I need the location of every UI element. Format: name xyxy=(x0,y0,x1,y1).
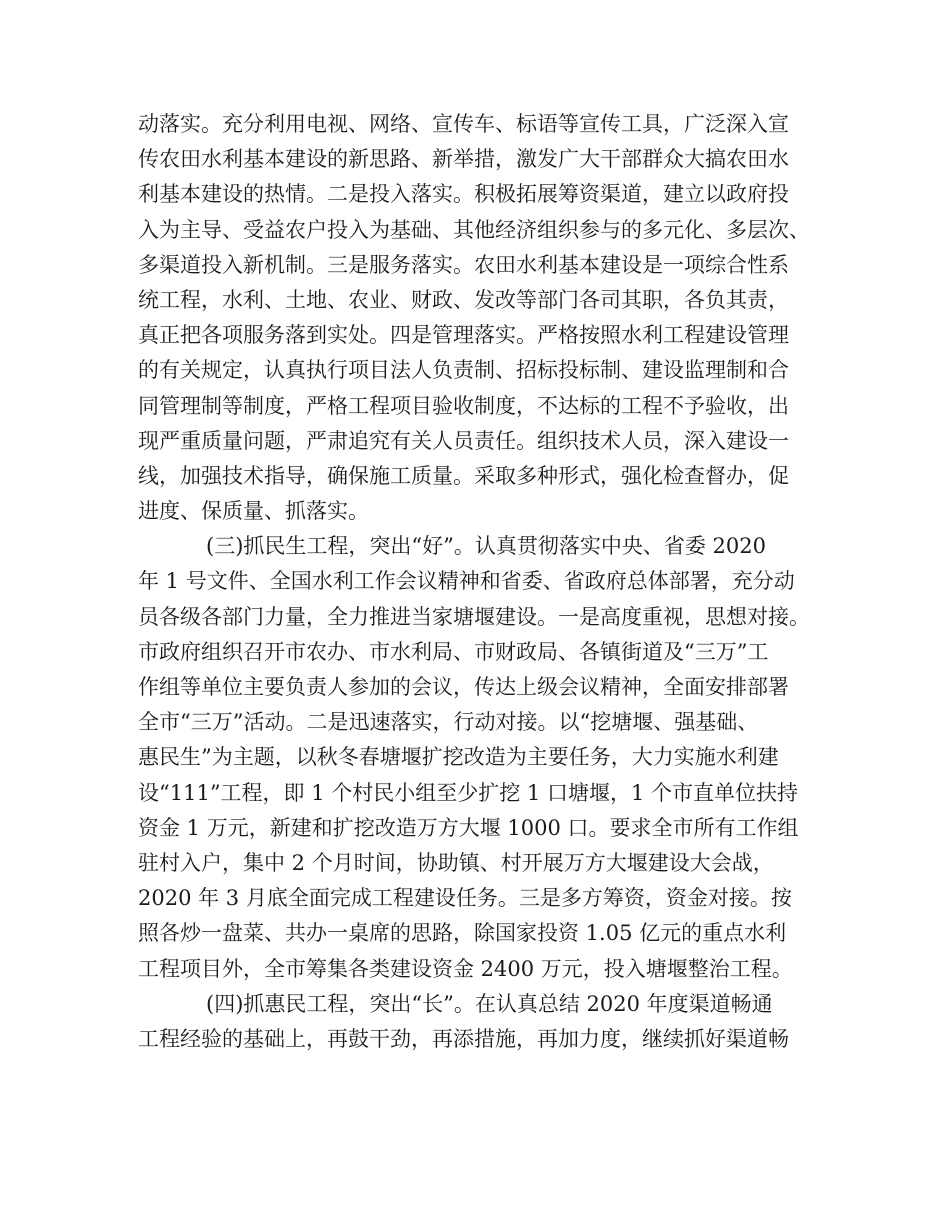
text-line: 利基本建设的热情。二是投入落实。积极拓展筹资渠道，建立以政府投 xyxy=(138,182,789,207)
text-line: 年 1 号文件、全国水利工作会议精神和省委、省政府总体部署，充分动 xyxy=(138,569,795,594)
text-line: 多渠道投入新机制。三是服务落实。农田水利基本建设是一项综合性系 xyxy=(138,252,789,277)
text-line: 照各炒一盘菜、共办一桌席的思路，除国家投资 1.05 亿元的重点水利 xyxy=(138,921,787,946)
text-line: 惠民生”为主题，以秋冬春塘堰扩挖改造为主要任务，大力实施水利建 xyxy=(138,745,779,770)
text-line: 现严重质量问题，严肃追究有关人员责任。组织技术人员，深入建设一 xyxy=(138,428,789,453)
text-line: 传农田水利基本建设的新思路、新举措，激发广大干部群众大搞农田水 xyxy=(138,147,789,172)
text-line: 进度、保质量、抓落实。 xyxy=(138,499,369,524)
text-line: 线，加强技术指导，确保施工质量。采取多种形式，强化检查督办，促 xyxy=(138,463,789,488)
text-line: 统工程，水利、土地、农业、财政、发改等部门各司其职，各负其责， xyxy=(138,287,789,312)
text-line: 动落实。充分利用电视、网络、宣传车、标语等宣传工具，广泛深入宣 xyxy=(138,112,789,136)
text-line: 工程经验的基础上，再鼓干劲，再添措施，再加力度，继续抓好渠道畅 xyxy=(138,1026,789,1051)
text-line: 作组等单位主要负责人参加的会议，传达上级会议精神，全面安排部署 xyxy=(138,675,789,699)
text-line: 全市“三万”活动。二是迅速落实，行动对接。以“挖塘堰、强基础、 xyxy=(138,710,759,735)
text-line: 员各级各部门力量，全力推进当家塘堰建设。一是高度重视，思想对接。 xyxy=(138,604,810,629)
text-line: 2020 年 3 月底全面完成工程建设任务。三是多方筹资，资金对接。按 xyxy=(138,886,792,911)
text-line: (四)抓惠民工程，突出“长”。在认真总结 2020 年度渠道畅通 xyxy=(206,991,773,1016)
text-line: 工程项目外，全市筹集各类建设资金 2400 万元，投入塘堰整治工程。 xyxy=(138,956,793,981)
text-line: 市政府组织召开市农办、市水利局、市财政局、各镇街道及“三万”工 xyxy=(138,639,769,664)
body-text xyxy=(138,107,828,1057)
text-line: 真正把各项服务落到实处。四是管理落实。严格按照水利工程建设管理 xyxy=(138,323,789,348)
text-line: 驻村入户，集中 2 个月时间，协助镇、村开展万方大堰建设大会战， xyxy=(138,850,774,875)
text-line: 同管理制等制度，严格工程项目验收制度，不达标的工程不予验收，出 xyxy=(138,393,789,418)
text-line: 资金 1 万元，新建和扩挖改造万方大堰 1000 口。要求全市所有工作组 xyxy=(138,815,799,840)
text-line: 入为主导、受益农户投入为基础、其他经济组织参与的多元化、多层次、 xyxy=(138,217,810,242)
text-line: 的有关规定，认真执行项目法人负责制、招标投标制、建设监理制和合 xyxy=(138,358,789,383)
text-line: 设“111”工程，即 1 个村民小组至少扩挖 1 口塘堰，1 个市直单位扶持 xyxy=(138,780,799,805)
text-line: (三)抓民生工程，突出“好”。认真贯彻落实中央、省委 2020 xyxy=(206,534,766,559)
